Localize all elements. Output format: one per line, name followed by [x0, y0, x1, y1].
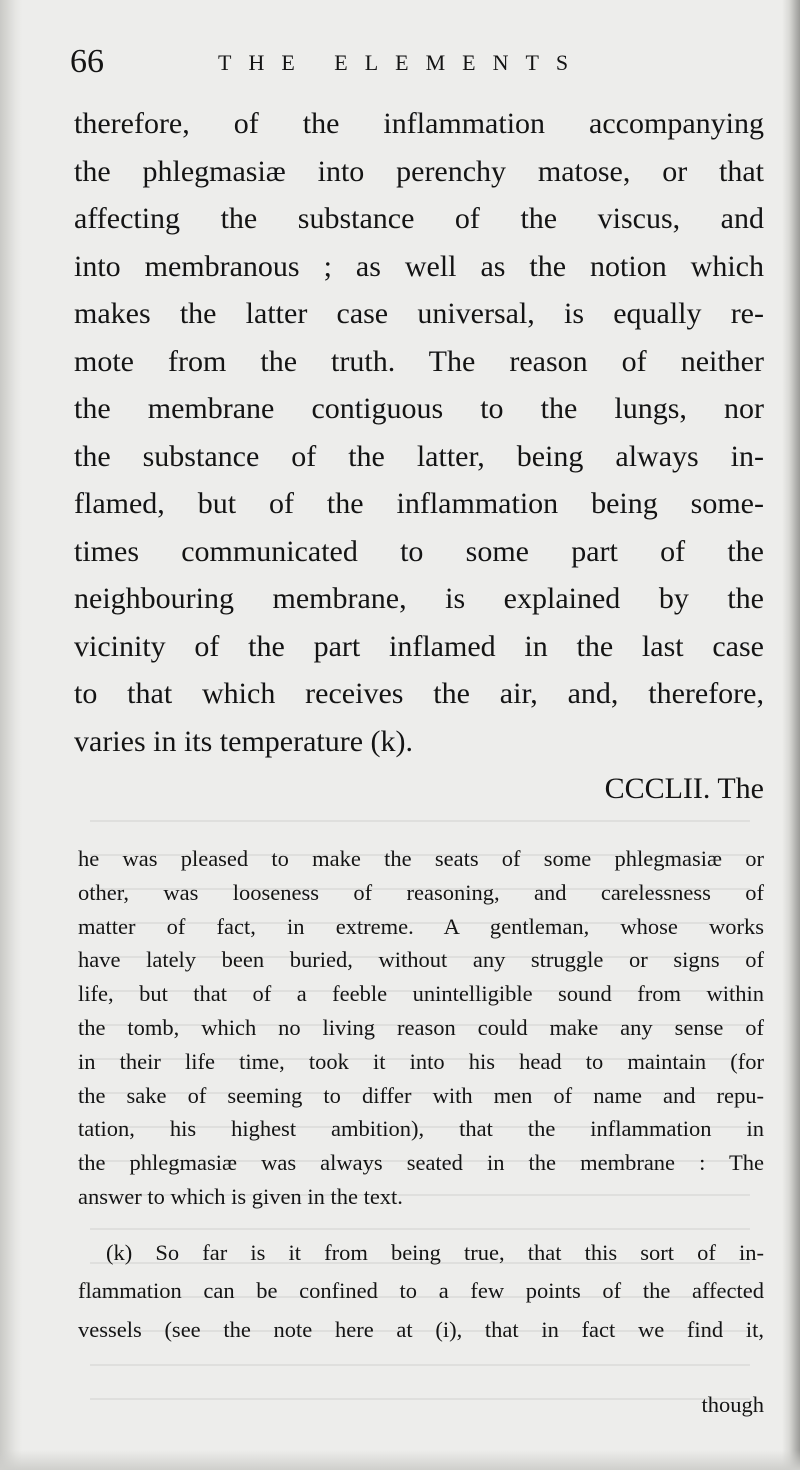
text-line: the membrane contiguous to the lungs, nor — [74, 392, 764, 425]
page-edge-shadow-bottom — [0, 1450, 800, 1470]
text-line: varies in its temperature (k). — [74, 724, 414, 758]
page-edge-shadow-right — [782, 0, 800, 1470]
footnote-line: the phlegmasiæ was always seated in the membrane : The — [78, 1150, 764, 1176]
footnote-line: in their life time, took it into his head to maintain (for — [78, 1048, 764, 1074]
text-line: the substance of the latter, being always in- — [74, 439, 764, 473]
footnote-line: matter of fact, in extreme. A gentleman, whose works — [78, 913, 764, 939]
main-text-body — [74, 100, 764, 765]
footnote-continued — [78, 842, 764, 1214]
text-line: neighbouring membrane, is explained by the — [74, 582, 764, 615]
page-header — [70, 42, 750, 82]
text-line: therefore, of the inflammation accompanying — [74, 107, 764, 140]
text-line: flamed, but of the inflammation being some- — [74, 487, 764, 520]
text-line: mote from the truth. The reason of neither — [74, 344, 764, 378]
footnote-line: (k) So far is it from being true, that this sort of in- — [106, 1239, 764, 1265]
footnote-line: vessels (see the note here at (i), that in fact we find it, — [78, 1316, 764, 1342]
text-line: affecting the substance of the viscus, and — [74, 202, 764, 235]
text-line: to that which receives the air, and, therefore, — [74, 677, 764, 710]
footnote-line: answer to which is given in the text. — [78, 1183, 403, 1209]
catchword: though — [701, 1392, 764, 1417]
text-line: times communicated to some part of the — [74, 534, 764, 568]
running-head: THE ELEMENTS — [218, 50, 586, 75]
footnote-line: flammation can be confined to a few points of the affected — [78, 1278, 764, 1304]
footnote-line: he was pleased to make the seats of some phlegmasiæ or — [78, 846, 764, 871]
footnote-k — [78, 1234, 764, 1350]
page-number: 66 — [70, 43, 104, 80]
footnote-line: have lately been buried, without any struggle or signs of — [78, 947, 764, 973]
footnote-line: the tomb, which no living reason could make any sense of — [78, 1014, 764, 1040]
text-line: the phlegmasiæ into perenchy matose, or that — [74, 154, 764, 188]
page-edge-shadow-left — [0, 0, 22, 1470]
footnote-line: the sake of seeming to differ with men of name and repu- — [78, 1082, 764, 1108]
footnote-line: tation, his highest ambition), that the inflammation in — [78, 1116, 764, 1142]
footnotes — [78, 842, 764, 1349]
section-catchline: CCCLII. The — [604, 772, 764, 805]
text-line: into membranous ; as well as the notion which — [74, 249, 764, 283]
text-line: vicinity of the part inflamed in the last case — [74, 629, 764, 663]
footnote-line: other, was looseness of reasoning, and carelessness of — [78, 879, 764, 905]
text-line: makes the latter case universal, is equally re- — [74, 297, 764, 330]
footnote-line: life, but that of a feeble unintelligible sound from within — [78, 981, 764, 1007]
